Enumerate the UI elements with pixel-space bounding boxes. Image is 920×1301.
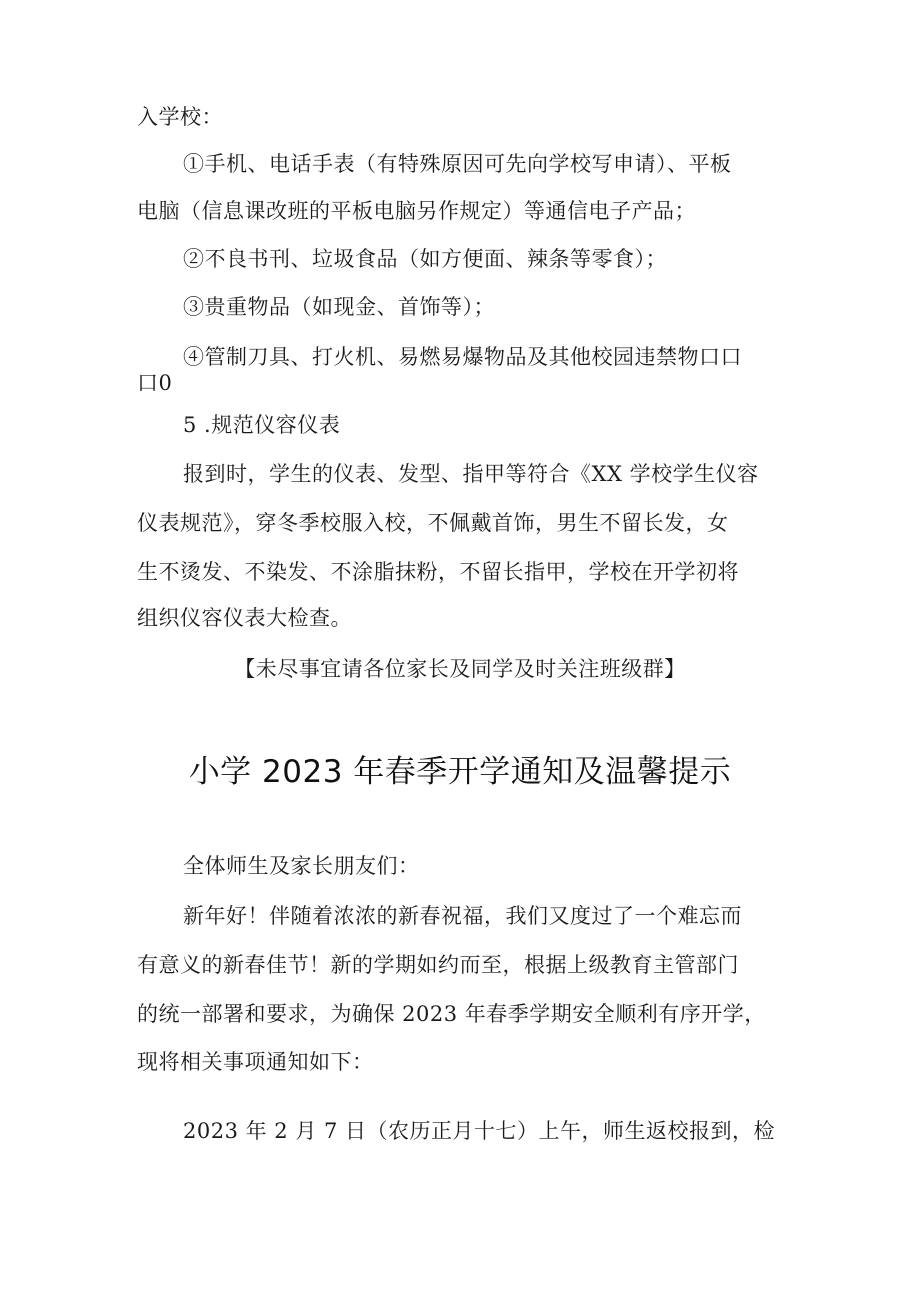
text-line: 电脑（信息课改班的平板电脑另作规定）等通信电子产品； [137,199,696,223]
text-line: 仪表规范》，穿冬季校服入校，不佩戴首饰，男生不留长发，女 [137,511,729,535]
page-title: 小学 2023 年春季开学通知及温馨提示 [188,754,732,790]
section-heading-appearance: 5 .规范仪容仪表 [183,413,341,437]
text-line: 2023 年 2 月 7 日（农历正月十七）上午，师生返校报到，检 [183,1119,776,1143]
text-line: 现将相关事项通知如下： [137,1050,374,1074]
text-line: 新年好！伴随着浓浓的新春祝福，我们又度过了一个难忘而 [183,904,742,928]
text-line: 有意义的新春佳节！新的学期如约而至，根据上级教育主管部门 [137,953,739,977]
text-line: 组织仪容仪表大检查。 [137,606,352,630]
text-line: 口0 [137,371,173,395]
greeting: 全体师生及家长朋友们： [183,854,420,878]
list-item-dangerous-goods: ④管制刀具、打火机、易燃易爆物品及其他校园违禁物口口 [183,345,742,369]
text-line: 报到时，学生的仪表、发型、指甲等符合《XX 学校学生仪容 [183,462,759,486]
notice-note: 【未尽事宜请各位家长及同学及时关注班级群】 [234,657,686,681]
list-item-prohibited-food: ②不良书刊、垃圾食品（如方便面、辣条等零食）； [183,247,667,271]
text-line: 入学校： [137,105,223,129]
list-item-prohibited-electronics: ①手机、电话手表（有特殊原因可先向学校写申请）、平板 [183,152,732,176]
text-line: 生不烫发、不染发、不涂脂抹粉，不留长指甲，学校在开学初将 [137,560,739,584]
text-line: 的统一部署和要求，为确保 2023 年春季学期安全顺利有序开学， [137,1002,766,1026]
list-item-valuables: ③贵重物品（如现金、首饰等）； [183,295,495,319]
